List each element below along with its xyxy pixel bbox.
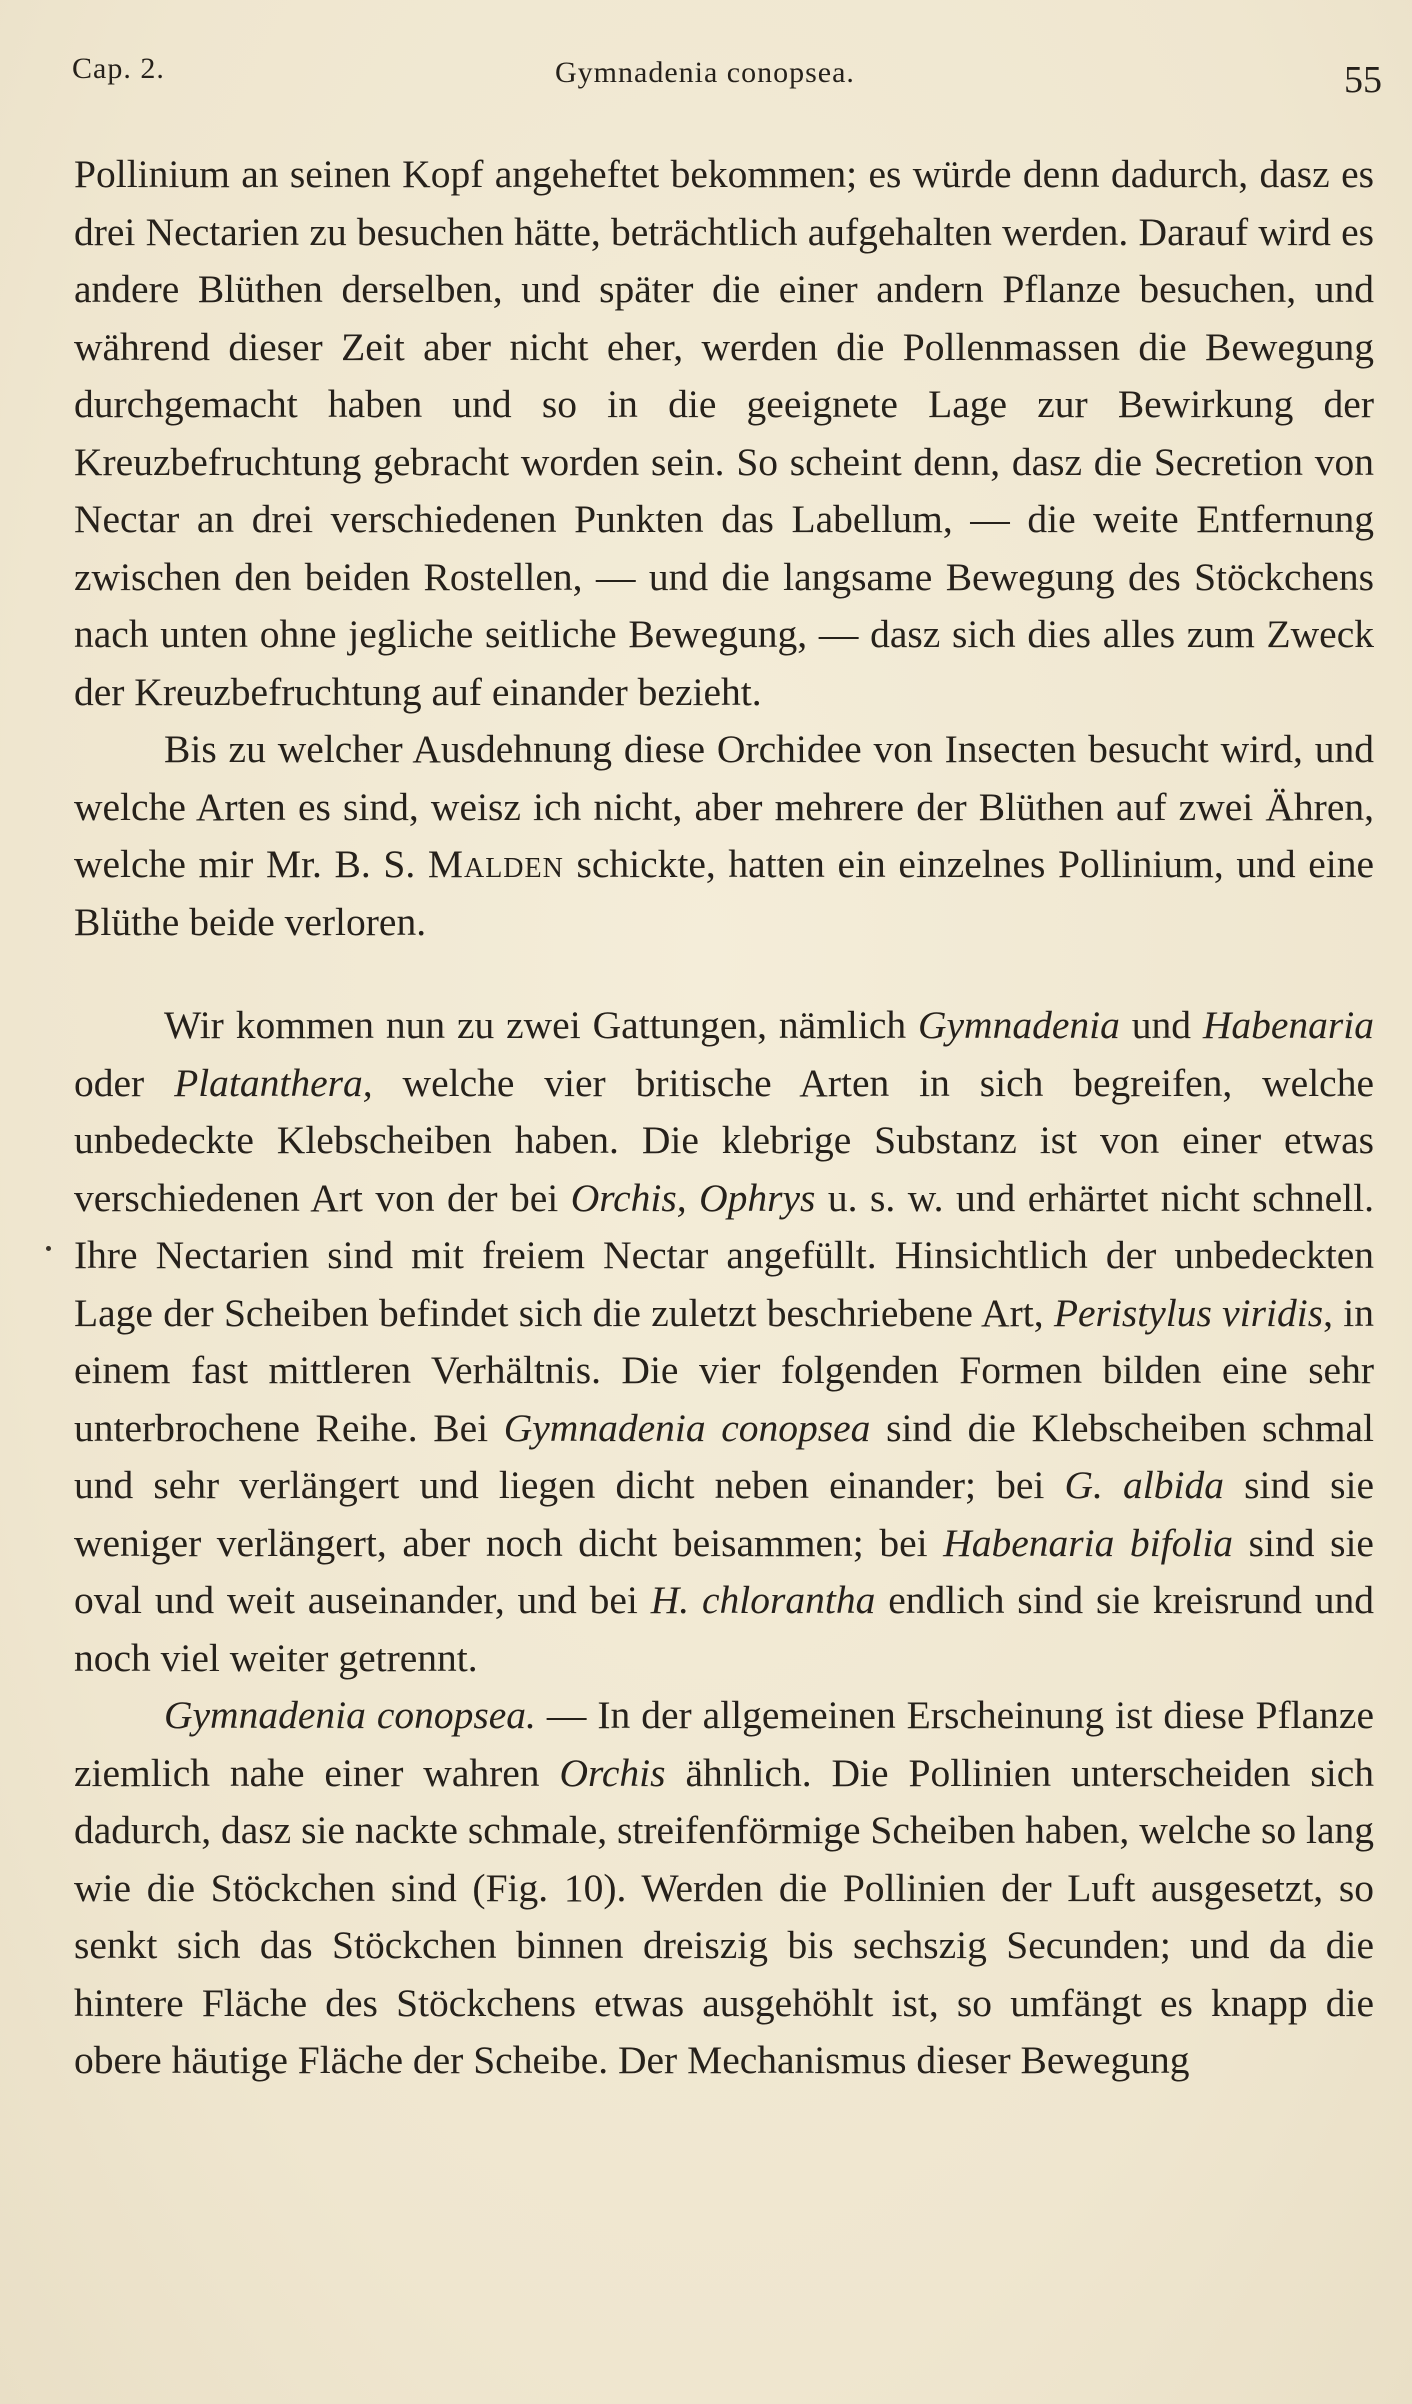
paragraph-genera-intro: Wir kommen nun zu zwei Gattungen, nämlich Gymnadenia und Habenaria oder Platanthera, welche vier britische Arten in sich begreifen, welche unbedeckte Klebscheiben haben. Die klebrige Substanz ist von einer etwas verschiedenen Art von der bei Orchis, Ophrys u. s. w. und erhärtet nicht schnell. Ihre Nectarien sind mit freiem Nectar angefüllt. Hinsichtlich der unbedeckten Lage der Scheiben befindet sich die zuletzt beschriebene Art, Peristylus viridis, in einem fast mittleren Verhältnis. Die vier folgenden Formen bilden eine sehr unterbrochene Reihe. Bei Gymnadenia conopsea sind die Klebscheiben schmal und sehr verlängert und liegen dicht neben einander; bei G. albida sind sie weniger verlängert, aber noch dicht beisammen; bei Habenaria bifolia sind sie oval und weit auseinander, und bei H. chlorantha endlich sind sie kreisrund und noch viel weiter getrennt. <box>74 1003 1375 1680</box>
running-header <box>72 52 1384 112</box>
section-heading-species: Gymnadenia conopsea. <box>164 1693 536 1737</box>
paragraph-gymnadenia-conopsea: Gymnadenia conopsea. — In der allgemeinen Erscheinung ist diese Pflanze ziemlich nahe einer wahren Orchis ähnlich. Die Pollinien unterscheiden sich dadurch, dasz sie nackte schmale, streifenförmige Scheiben haben, welche so lang wie die Stöckchen sind (Fig. 10). Werden die Pollinien der Luft ausgesetzt, so senkt sich das Stöckchen binnen dreiszig bis sechszig Secunden; und da die hintere Fläche des Stöckchens etwas ausgehöhlt ist, so umfängt es knapp die obere häutige Fläche der Scheibe. Der Mechanismus dieser Bewegung <box>74 1693 1374 2082</box>
margin-mark <box>46 1246 51 1251</box>
paragraph-continuation: Pollinium an seinen Kopf angeheftet bekommen; es würde denn dadurch, dasz es drei Nectarien zu besuchen hätte, beträchtlich aufgehalten werden. Darauf wird es andere Blüthen derselben, und später die einer andern Pflanze besuchen, und während dieser Zeit aber nicht eher, werden die Pollenmassen die Bewegung durchgemacht haben und so in die geeignete Lage zur Bewirkung der Kreuzbefruchtung gebracht worden sein. So scheint denn, dasz die Secretion von Nectar an drei verschiedenen Punkten das Labellum, — die weite Entfernung zwischen den beiden Rostellen, — und die langsame Bewegung des Stöckchens nach unten ohne jegliche seitliche Bewegung, — dasz sich dies alles zum Zweck der Kreuzbefruchtung auf einander bezieht. <box>74 152 1374 714</box>
page-number: 55 <box>1344 59 1382 101</box>
body-text <box>74 146 1374 2090</box>
person-name: Malden <box>427 842 564 886</box>
paragraph-insect-visits: Bis zu welcher Ausdehnung diese Orchidee von Insecten besucht wird, und welche Arten es sind, weisz ich nicht, aber mehrere der Blüthen auf zwei Ähren, welche mir Mr. B. S. Malden schickte, hatten ein einzelnes Pollinium, und eine Blüthe beide verloren. <box>74 727 1374 944</box>
section-gap <box>74 951 1374 997</box>
chapter-label: Cap. 2. <box>72 52 165 85</box>
running-title: Gymnadenia conopsea. <box>555 56 855 89</box>
